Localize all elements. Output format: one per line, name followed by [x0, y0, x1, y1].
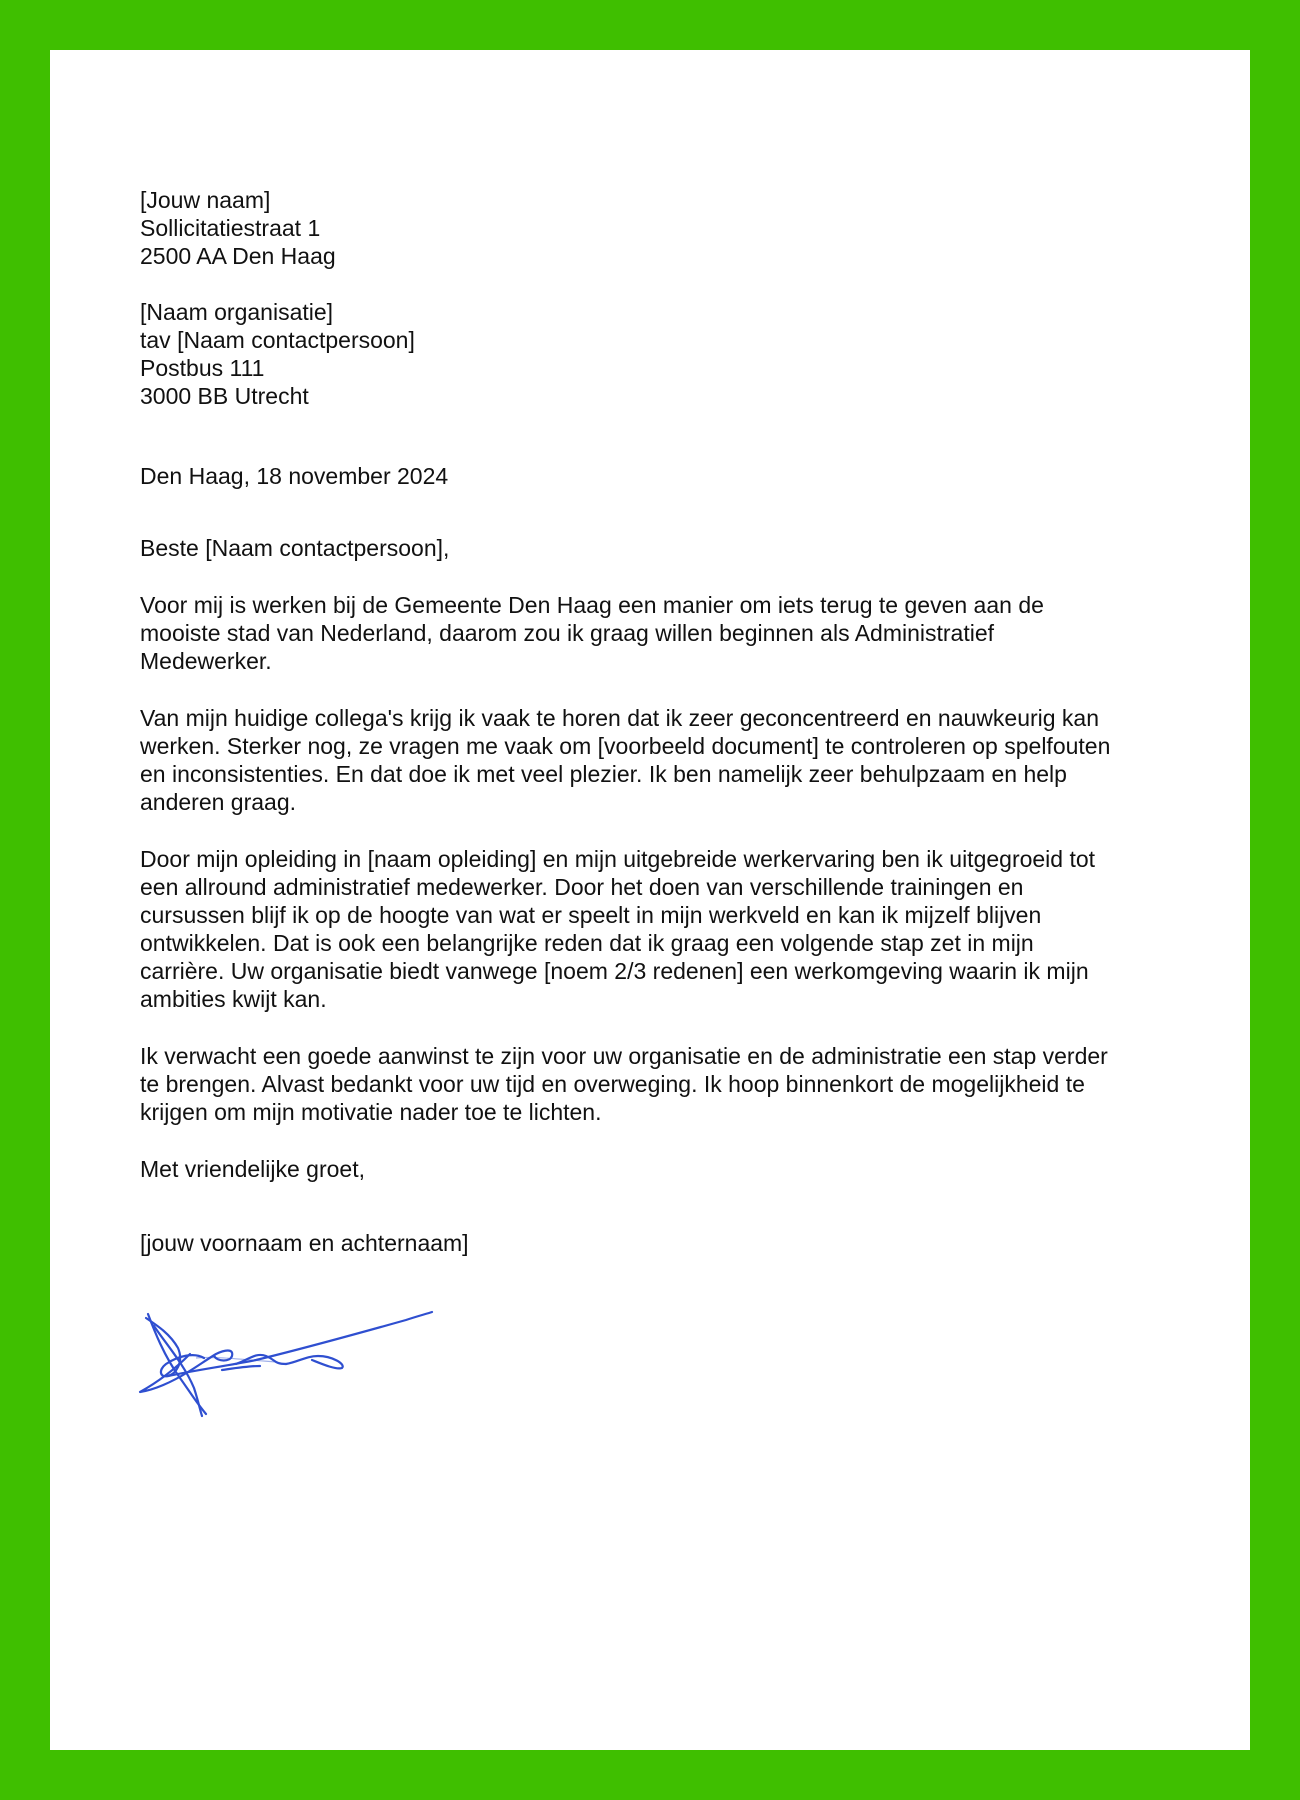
paragraph-line: Van mijn huidige collega's krijg ik vaak te horen dat ik zeer geconcentreerd en nauwkeurig kan: [140, 705, 1100, 731]
letter-body: [140, 186, 1150, 1257]
salutation: Beste [Naam contactpersoon],: [140, 535, 450, 561]
closing: Met vriendelijke groet,: [140, 1156, 365, 1182]
paragraph-line: Ik verwacht een goede aanwinst te zijn voor uw organisatie en de administratie een stap verder: [140, 1043, 1108, 1069]
recipient-city: 3000 BB Utrecht: [140, 383, 309, 409]
paragraph-line: ontwikkelen. Dat is ook een belangrijke reden dat ik graag een volgende stap zet in mijn: [140, 930, 1034, 956]
recipient-attention: tav [Naam contactpersoon]: [140, 327, 415, 353]
paragraph-line: carrière. Uw organisatie biedt vanwege [noem 2/3 redenen] een werkomgeving waarin ik mijn: [140, 958, 1089, 984]
paragraph-1: [140, 591, 1150, 675]
date-line: Den Haag, 18 november 2024: [140, 463, 449, 489]
paragraph-line: Voor mij is werken bij de Gemeente Den Haag een manier om iets terug te geven aan de: [140, 592, 1044, 618]
paragraph-line: een allround administratief medewerker. Door het doen van verschillende trainingen en: [140, 874, 1024, 900]
paragraph-line: mooiste stad van Nederland, daarom zou ik graag willen beginnen als Administratief: [140, 620, 995, 646]
paragraph-line: en inconsistenties. En dat doe ik met veel plezier. Ik ben namelijk zeer behulpzaam en help: [140, 761, 1067, 787]
sender-city: 2500 AA Den Haag: [140, 243, 336, 269]
signer-name: [jouw voornaam en achternaam]: [140, 1230, 469, 1256]
recipient-address: [140, 298, 1150, 410]
paragraph-line: werken. Sterker nog, ze vragen me vaak om [voorbeeld document] te controleren op spelfouten: [140, 733, 1111, 759]
sender-street: Sollicitatiestraat 1: [140, 215, 321, 241]
sender-address: [140, 186, 1150, 270]
paragraph-line: Door mijn opleiding in [naam opleiding] en mijn uitgebreide werkervaring ben ik uitgegroeid tot: [140, 846, 1096, 872]
letter-page: [50, 50, 1250, 1750]
paragraph-line: te brengen. Alvast bedankt voor uw tijd en overweging. Ik hoop binnenkort de mogelijkheid te: [140, 1071, 1085, 1097]
paragraph-3: [140, 845, 1150, 1013]
recipient-organisation: [Naam organisatie]: [140, 299, 334, 325]
paragraph-line: cursussen blijf ik op de hoogte van wat er speelt in mijn werkveld en kan ik mijzelf blijven: [140, 902, 1042, 928]
sender-name: [Jouw naam]: [140, 187, 271, 213]
paragraph-line: anderen graag.: [140, 789, 297, 815]
paragraph-line: ambities kwijt kan.: [140, 986, 327, 1012]
handwritten-signature-icon: [136, 1304, 466, 1484]
paragraph-line: krijgen om mijn motivatie nader toe te lichten.: [140, 1099, 602, 1125]
paragraph-2: [140, 704, 1150, 816]
paragraph-line: Medewerker.: [140, 648, 272, 674]
paragraph-4: [140, 1042, 1150, 1126]
recipient-po-box: Postbus 111: [140, 355, 265, 381]
